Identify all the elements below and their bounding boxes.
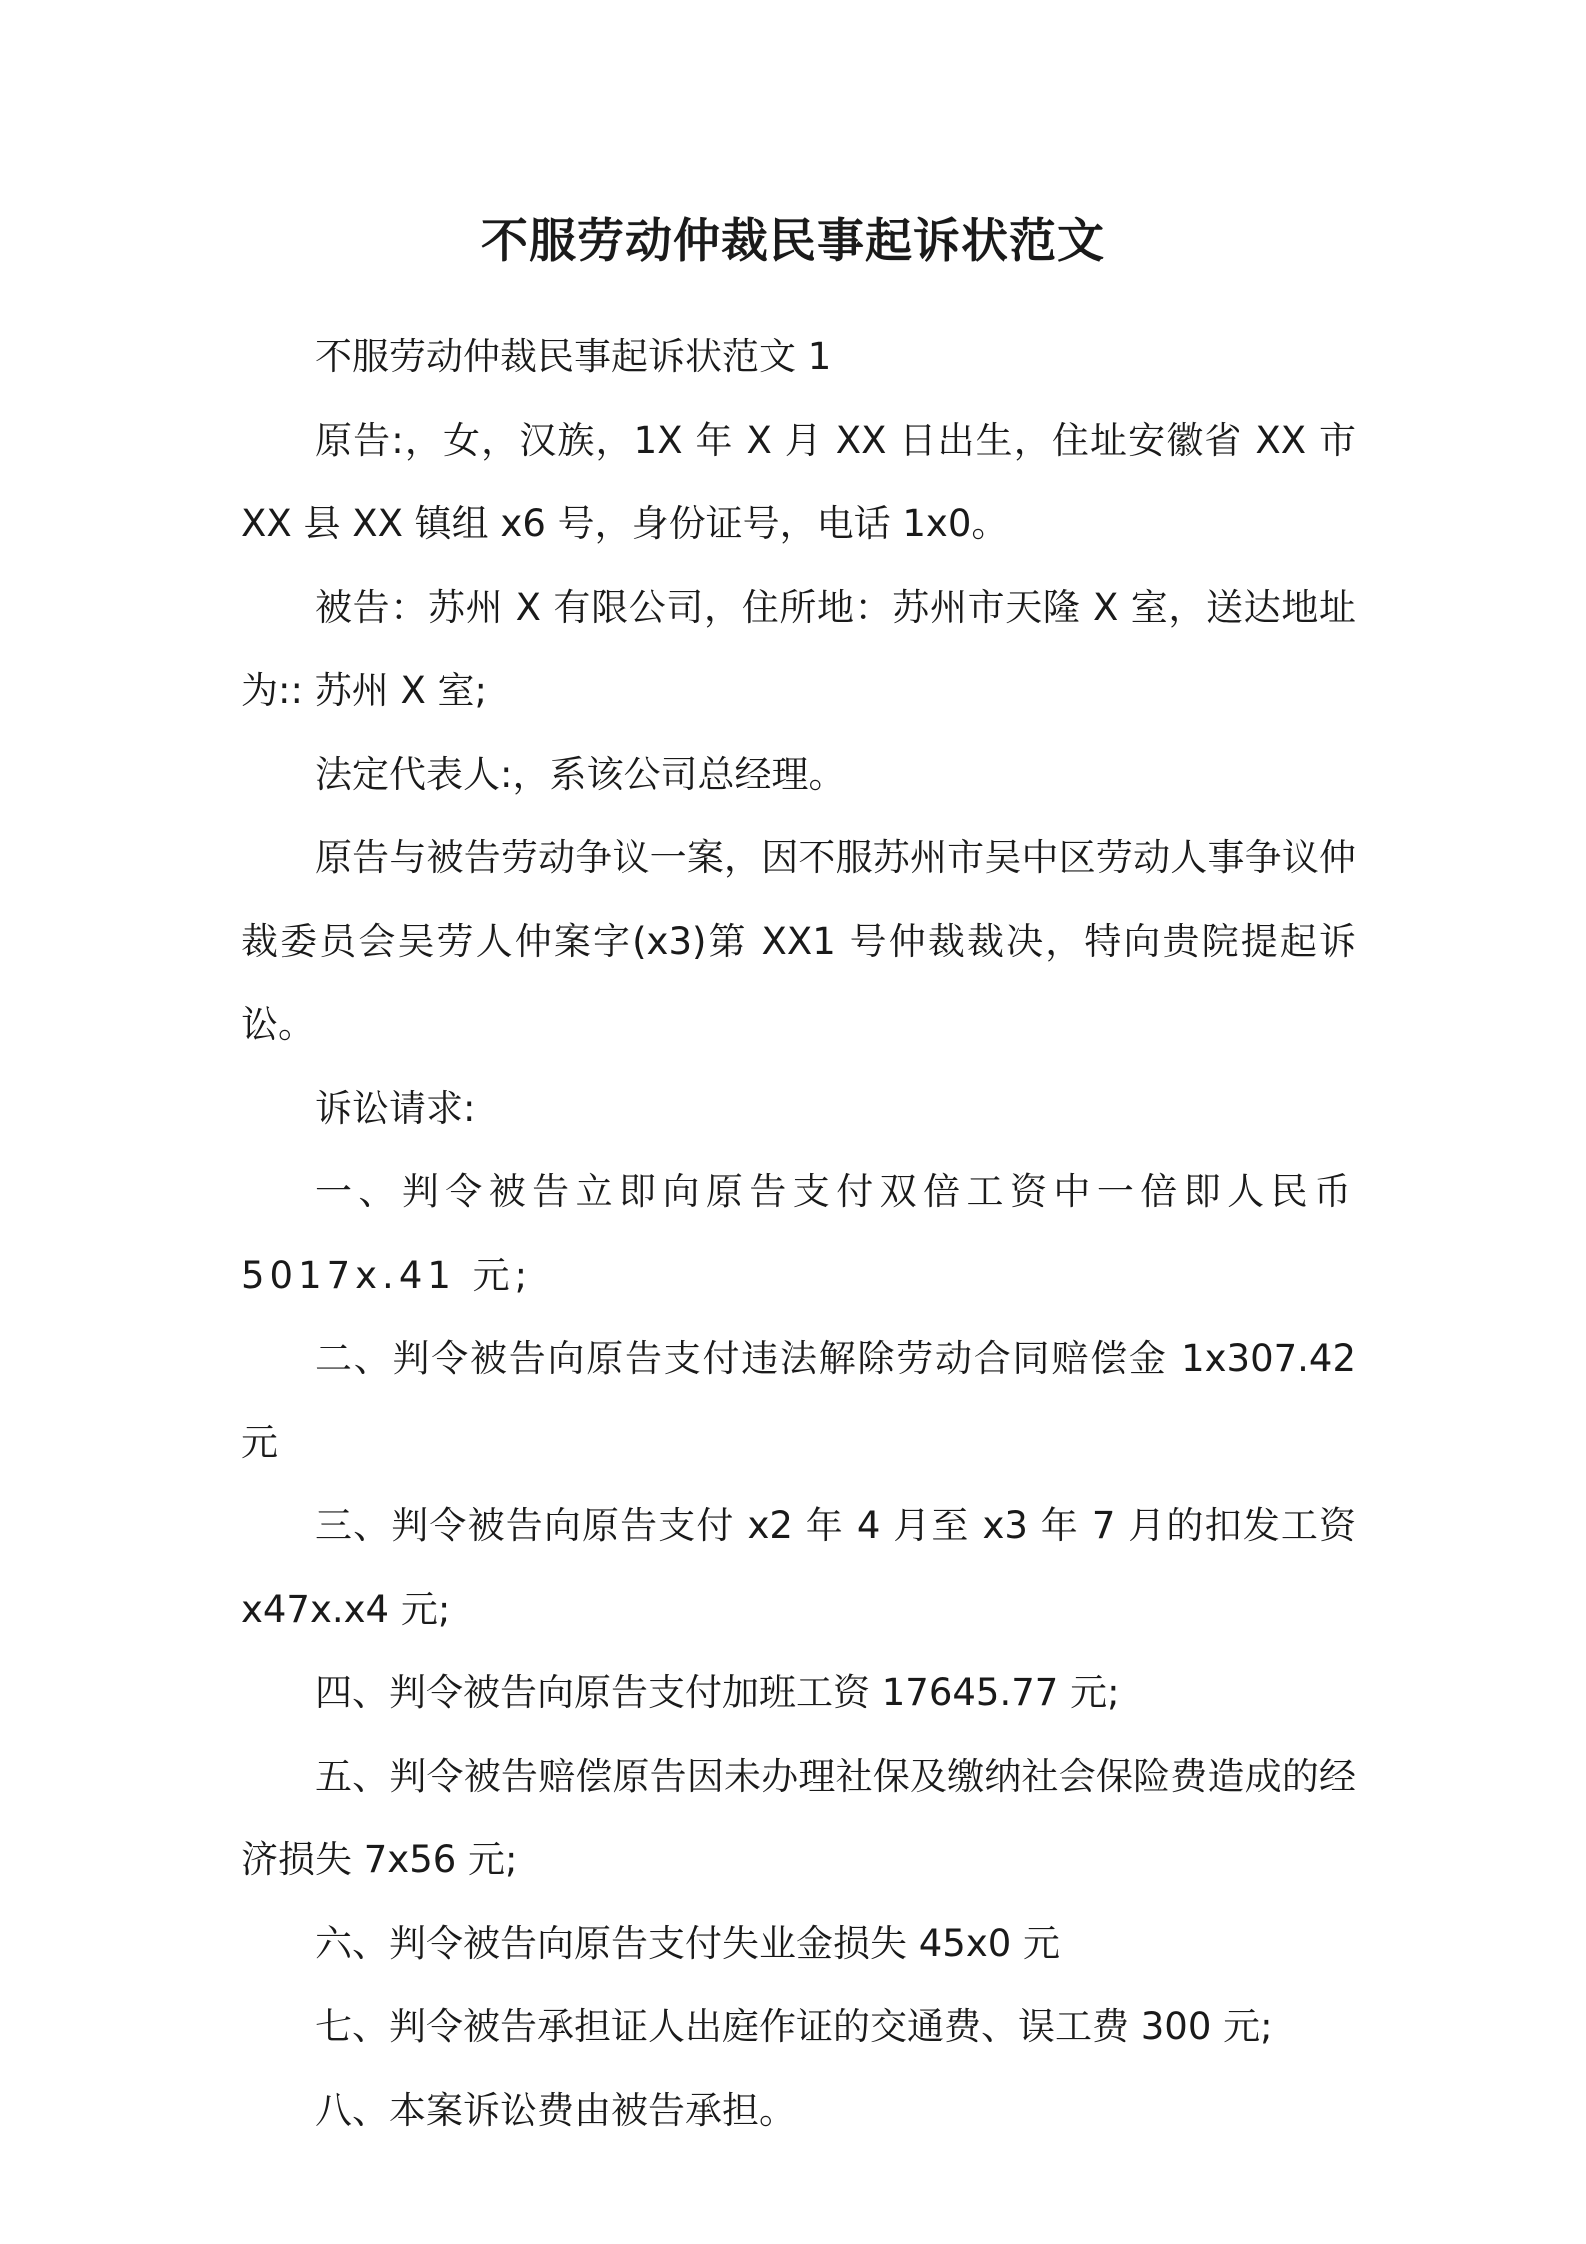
plaintiff-info: 原告:，女，汉族，1X 年 X 月 XX 日出生，住址安徽省 XX 市 XX 县 XX 镇组 x6 号，身份证号，电话 1x0。 xyxy=(241,418,1356,545)
claims-heading: 诉讼请求: xyxy=(315,1086,476,1130)
case-statement: 原告与被告劳动争议一案，因不服苏州市吴中区劳动人事争议仲裁委员会吴劳人仲案字(x3)第 XX1 号仲裁裁决，特向贵院提起诉讼。 xyxy=(241,836,1356,1046)
section-heading: 不服劳动仲裁民事起诉状范文 1 xyxy=(315,335,832,378)
claim-item-8: 八、本案诉讼费由被告承担。 xyxy=(315,2088,796,2132)
claim-item-1: 一、判令被告立即向原告支付双倍工资中一倍即人民币 5017x.41 元; xyxy=(241,1170,1356,1297)
claim-item-3: 三、判令被告向原告支付 x2 年 4 月至 x3 年 7 月的扣发工资 x47x.x4 元; xyxy=(241,1504,1356,1631)
claim-item-5: 五、判令被告赔偿原告因未办理社保及缴纳社会保险费造成的经济损失 7x56 元; xyxy=(241,1754,1356,1881)
claim-item-4: 四、判令被告向原告支付加班工资 17645.77 元; xyxy=(315,1671,1120,1714)
document-body xyxy=(241,315,1356,2152)
defendant-info: 被告：苏州 X 有限公司，住所地：苏州市天隆 X 室，送达地址为:: 苏州 X 室; xyxy=(241,585,1356,712)
document-title: 不服劳动仲裁民事起诉状范文 xyxy=(481,214,1105,269)
claim-item-7: 七、判令被告承担证人出庭作证的交通费、误工费 300 元; xyxy=(315,2005,1273,2048)
claim-item-6: 六、判令被告向原告支付失业金损失 45x0 元 xyxy=(315,1921,1061,1965)
claim-item-2: 二、判令被告向原告支付违法解除劳动合同赔偿金 1x307.42 元 xyxy=(241,1337,1356,1464)
legal-representative: 法定代表人:，系该公司总经理。 xyxy=(315,752,846,796)
